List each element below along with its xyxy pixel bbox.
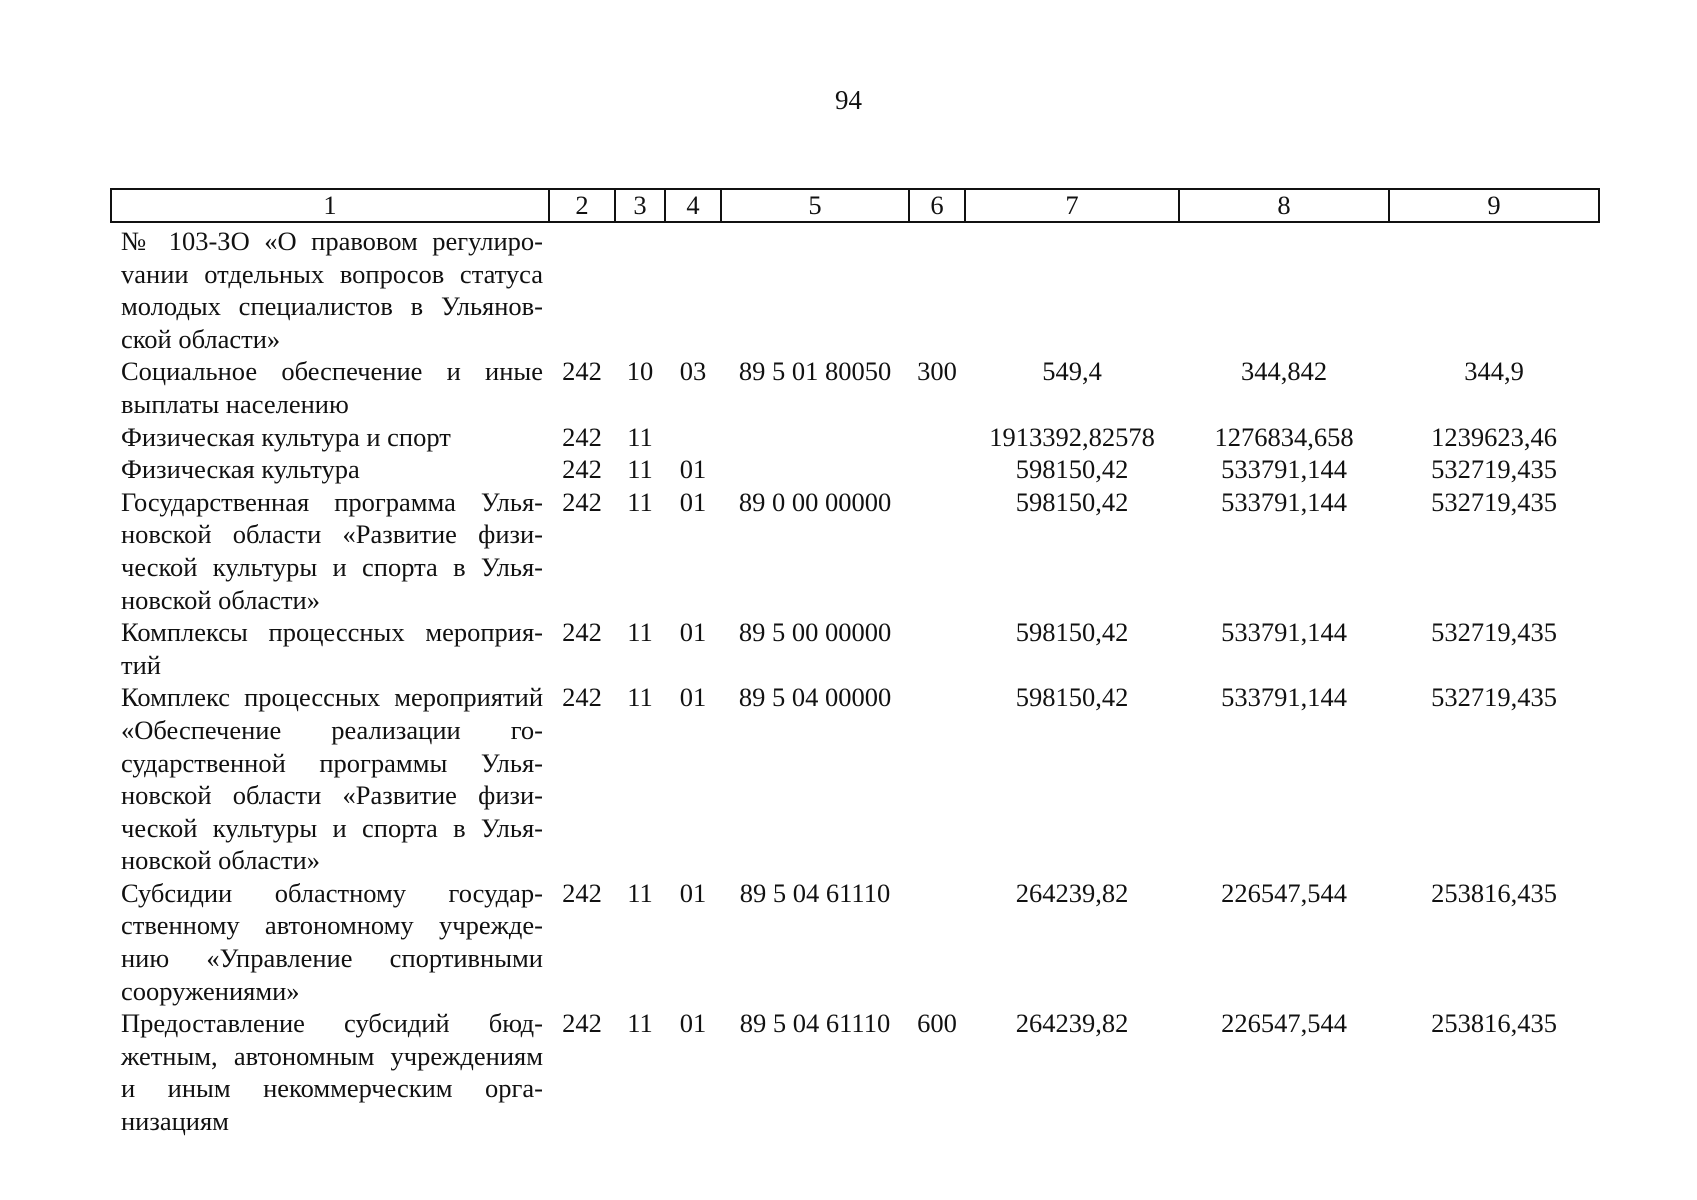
- cell-col-4: [665, 421, 721, 454]
- cell-col-4: 01: [679, 1008, 707, 1039]
- cell-col-7: 598150,42: [1015, 682, 1129, 713]
- cell-col-7: 264239,82: [1015, 877, 1129, 908]
- cell-col-8: 226547,544: [1221, 1008, 1347, 1039]
- cell-col-3: 11: [627, 486, 653, 517]
- table-row: [111, 222, 1599, 355]
- row-name: Комплекс процессных мероприятий «Обеспечение реализации государственной программы Ульяновской области «Развитие физической культуры и спорта в Ульяновской области»: [121, 682, 543, 876]
- header-col-7: 7: [965, 189, 1179, 222]
- header-col-8: 8: [1179, 189, 1389, 222]
- table-row: [111, 453, 1599, 486]
- table-row: [111, 681, 1599, 877]
- row-name: Физическая культура и спорт: [121, 421, 451, 452]
- header-col-2: 2: [549, 189, 615, 222]
- cell-col-4: 01: [679, 454, 707, 485]
- cell-col-9: 1239623,46: [1431, 421, 1557, 452]
- cell-col-4: 01: [679, 877, 707, 908]
- cell-col-3: 11: [627, 682, 653, 713]
- cell-col-9: 532719,435: [1431, 454, 1557, 485]
- header-col-5: 5: [721, 189, 909, 222]
- table-row: [111, 355, 1599, 420]
- cell-col-7: 264239,82: [1015, 1008, 1129, 1039]
- table-body: [111, 222, 1599, 1138]
- cell-col-5: 89 5 01 80050: [738, 356, 892, 387]
- cell-col-4: 01: [679, 486, 707, 517]
- cell-col-7: 598150,42: [1015, 486, 1129, 517]
- cell-col-2: 242: [562, 486, 602, 517]
- cell-col-6: [909, 222, 965, 355]
- cell-col-6: 600: [917, 1008, 957, 1039]
- cell-col-8: 533791,144: [1221, 454, 1347, 485]
- cell-col-4: 01: [679, 617, 707, 648]
- cell-col-6: [909, 616, 965, 681]
- row-name: Государственная программа Ульяновской области «Развитие физической культуры и спорта в Ульяновской области»: [121, 486, 543, 615]
- cell-col-3: 10: [626, 356, 654, 387]
- cell-col-5: 89 0 00 00000: [738, 486, 892, 517]
- row-name: Физическая культура: [121, 454, 360, 485]
- header-col-1: 1: [111, 189, 549, 222]
- cell-col-2: 242: [562, 617, 602, 648]
- cell-col-8: 1276834,658: [1214, 421, 1354, 452]
- cell-col-2: 242: [562, 877, 602, 908]
- cell-col-9: 532719,435: [1431, 617, 1557, 648]
- row-name: Социальное обеспечение и иные выплаты населению: [121, 356, 543, 419]
- header-col-9: 9: [1389, 189, 1599, 222]
- cell-col-5: 89 5 04 00000: [738, 682, 892, 713]
- cell-col-8: [1179, 222, 1389, 355]
- cell-col-9: 532719,435: [1431, 486, 1557, 517]
- cell-col-9: 253816,435: [1431, 1008, 1557, 1039]
- cell-col-5: 89 5 00 00000: [738, 617, 892, 648]
- table-row: [111, 616, 1599, 681]
- cell-col-2: 242: [562, 454, 602, 485]
- header-col-3: 3: [615, 189, 665, 222]
- row-name: № 103-ЗО «О правовом регулироvании отдельных вопросов статуса молодых специалистов в Ульяновской области»: [121, 226, 543, 354]
- cell-col-3: 11: [627, 1008, 653, 1039]
- cell-col-5: [721, 222, 909, 355]
- cell-col-3: 11: [627, 421, 653, 452]
- cell-col-5: [721, 421, 909, 454]
- cell-col-3: 11: [627, 877, 653, 908]
- cell-col-7: [965, 222, 1179, 355]
- row-name: Предоставление субсидий бюджетным, автономным учреждениям и иным некоммерческим организациям: [121, 1008, 543, 1137]
- cell-col-6: 300: [917, 356, 957, 387]
- budget-table: [110, 188, 1600, 1138]
- cell-col-6: [909, 421, 965, 454]
- cell-col-5: 89 5 04 61110: [739, 1008, 891, 1039]
- cell-col-4: [665, 222, 721, 355]
- cell-col-7: 549,4: [1042, 356, 1102, 387]
- cell-col-6: [909, 453, 965, 486]
- cell-col-6: [909, 681, 965, 877]
- header-row: [111, 189, 1599, 222]
- cell-col-8: 533791,144: [1221, 682, 1347, 713]
- cell-col-2: 242: [562, 1008, 602, 1039]
- table-row: [111, 486, 1599, 616]
- row-name: Комплексы процессных мероприятий: [121, 617, 543, 680]
- cell-col-4: 01: [679, 682, 707, 713]
- cell-col-2: 242: [562, 421, 602, 452]
- table-row: [111, 421, 1599, 454]
- cell-col-2: 242: [562, 356, 602, 387]
- cell-col-8: 344,842: [1240, 356, 1328, 387]
- table-row: [111, 1007, 1599, 1137]
- cell-col-5: 89 5 04 61110: [739, 877, 891, 908]
- table-header: [111, 189, 1599, 222]
- cell-col-9: [1389, 222, 1599, 355]
- cell-col-7: 598150,42: [1015, 454, 1129, 485]
- cell-col-7: 598150,42: [1015, 617, 1129, 648]
- table-row: [111, 877, 1599, 1007]
- cell-col-7: 1913392,82578: [989, 421, 1155, 452]
- cell-col-5: [721, 453, 909, 486]
- cell-col-8: 226547,544: [1221, 877, 1347, 908]
- cell-col-6: [909, 486, 965, 616]
- cell-col-3: 11: [627, 454, 653, 485]
- cell-col-8: 533791,144: [1221, 486, 1347, 517]
- header-col-6: 6: [909, 189, 965, 222]
- cell-col-3: 11: [627, 617, 653, 648]
- cell-col-9: 344,9: [1464, 356, 1524, 387]
- cell-col-2: [549, 222, 615, 355]
- cell-col-2: 242: [562, 682, 602, 713]
- cell-col-9: 253816,435: [1431, 877, 1557, 908]
- row-name: Субсидии областному государственному автономному учреждению «Управление спортивными сооружениями»: [121, 877, 543, 1006]
- page-number: 94: [835, 85, 862, 115]
- cell-col-4: 03: [679, 356, 707, 387]
- cell-col-3: [615, 222, 665, 355]
- cell-col-9: 532719,435: [1431, 682, 1557, 713]
- header-col-4: 4: [665, 189, 721, 222]
- cell-col-6: [909, 877, 965, 1007]
- cell-col-8: 533791,144: [1221, 617, 1347, 648]
